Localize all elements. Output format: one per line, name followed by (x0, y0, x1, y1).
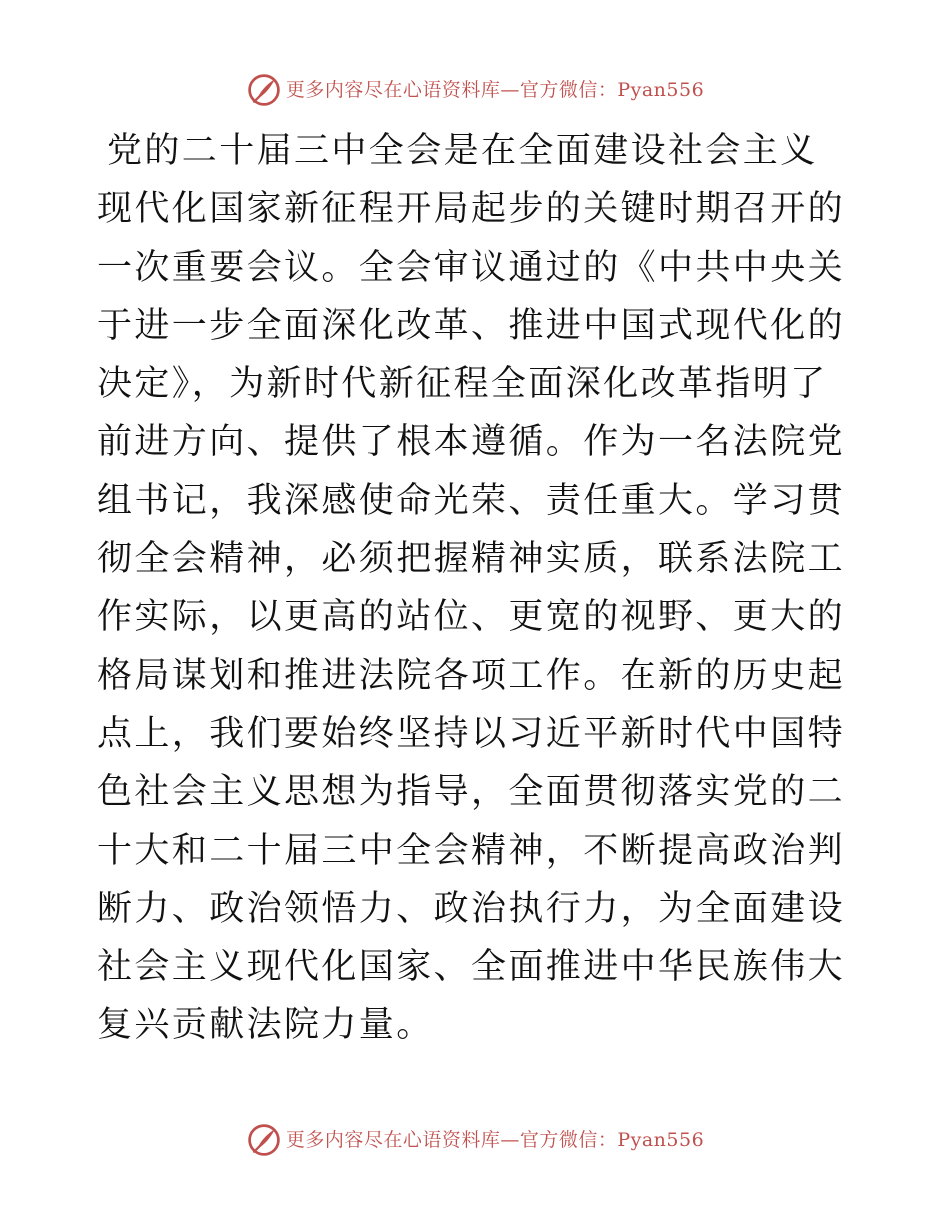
feather-pen-logo-icon (246, 1122, 282, 1158)
feather-pen-logo-icon (246, 72, 282, 108)
header-watermark (0, 70, 950, 110)
watermark-text: 更多内容尽在心语资料库—官方微信：Pyan556 (285, 78, 705, 101)
watermark-text: 更多内容尽在心语资料库—官方微信：Pyan556 (285, 1128, 705, 1151)
body-paragraph: 党的二十届三中全会是在全面建设社会主义现代化国家新征程开局起步的关键时期召开的一次重要会议。全会审议通过的《中共中央关于进一步全面深化改革、推进中国式现代化的决定》，为新时代新征程全面深化改革指明了前进方向、提供了根本遵循。作为一名法院党组书记，我深感使命光荣、责任重大。学习贯彻全会精神，必须把握精神实质，联系法院工作实际，以更高的站位、更宽的视野、更大的格局谋划和推进法院各项工作。在新的历史起点上，我们要始终坚持以习近平新时代中国特色社会主义思想为指导，全面贯彻落实党的二十大和二十届三中全会精神，不断提高政治判断力、政治领悟力、政治执行力，为全面建设社会主义现代化国家、全面推进中华民族伟大复兴贡献法院力量。 (97, 131, 846, 1046)
footer-watermark (0, 1120, 950, 1160)
